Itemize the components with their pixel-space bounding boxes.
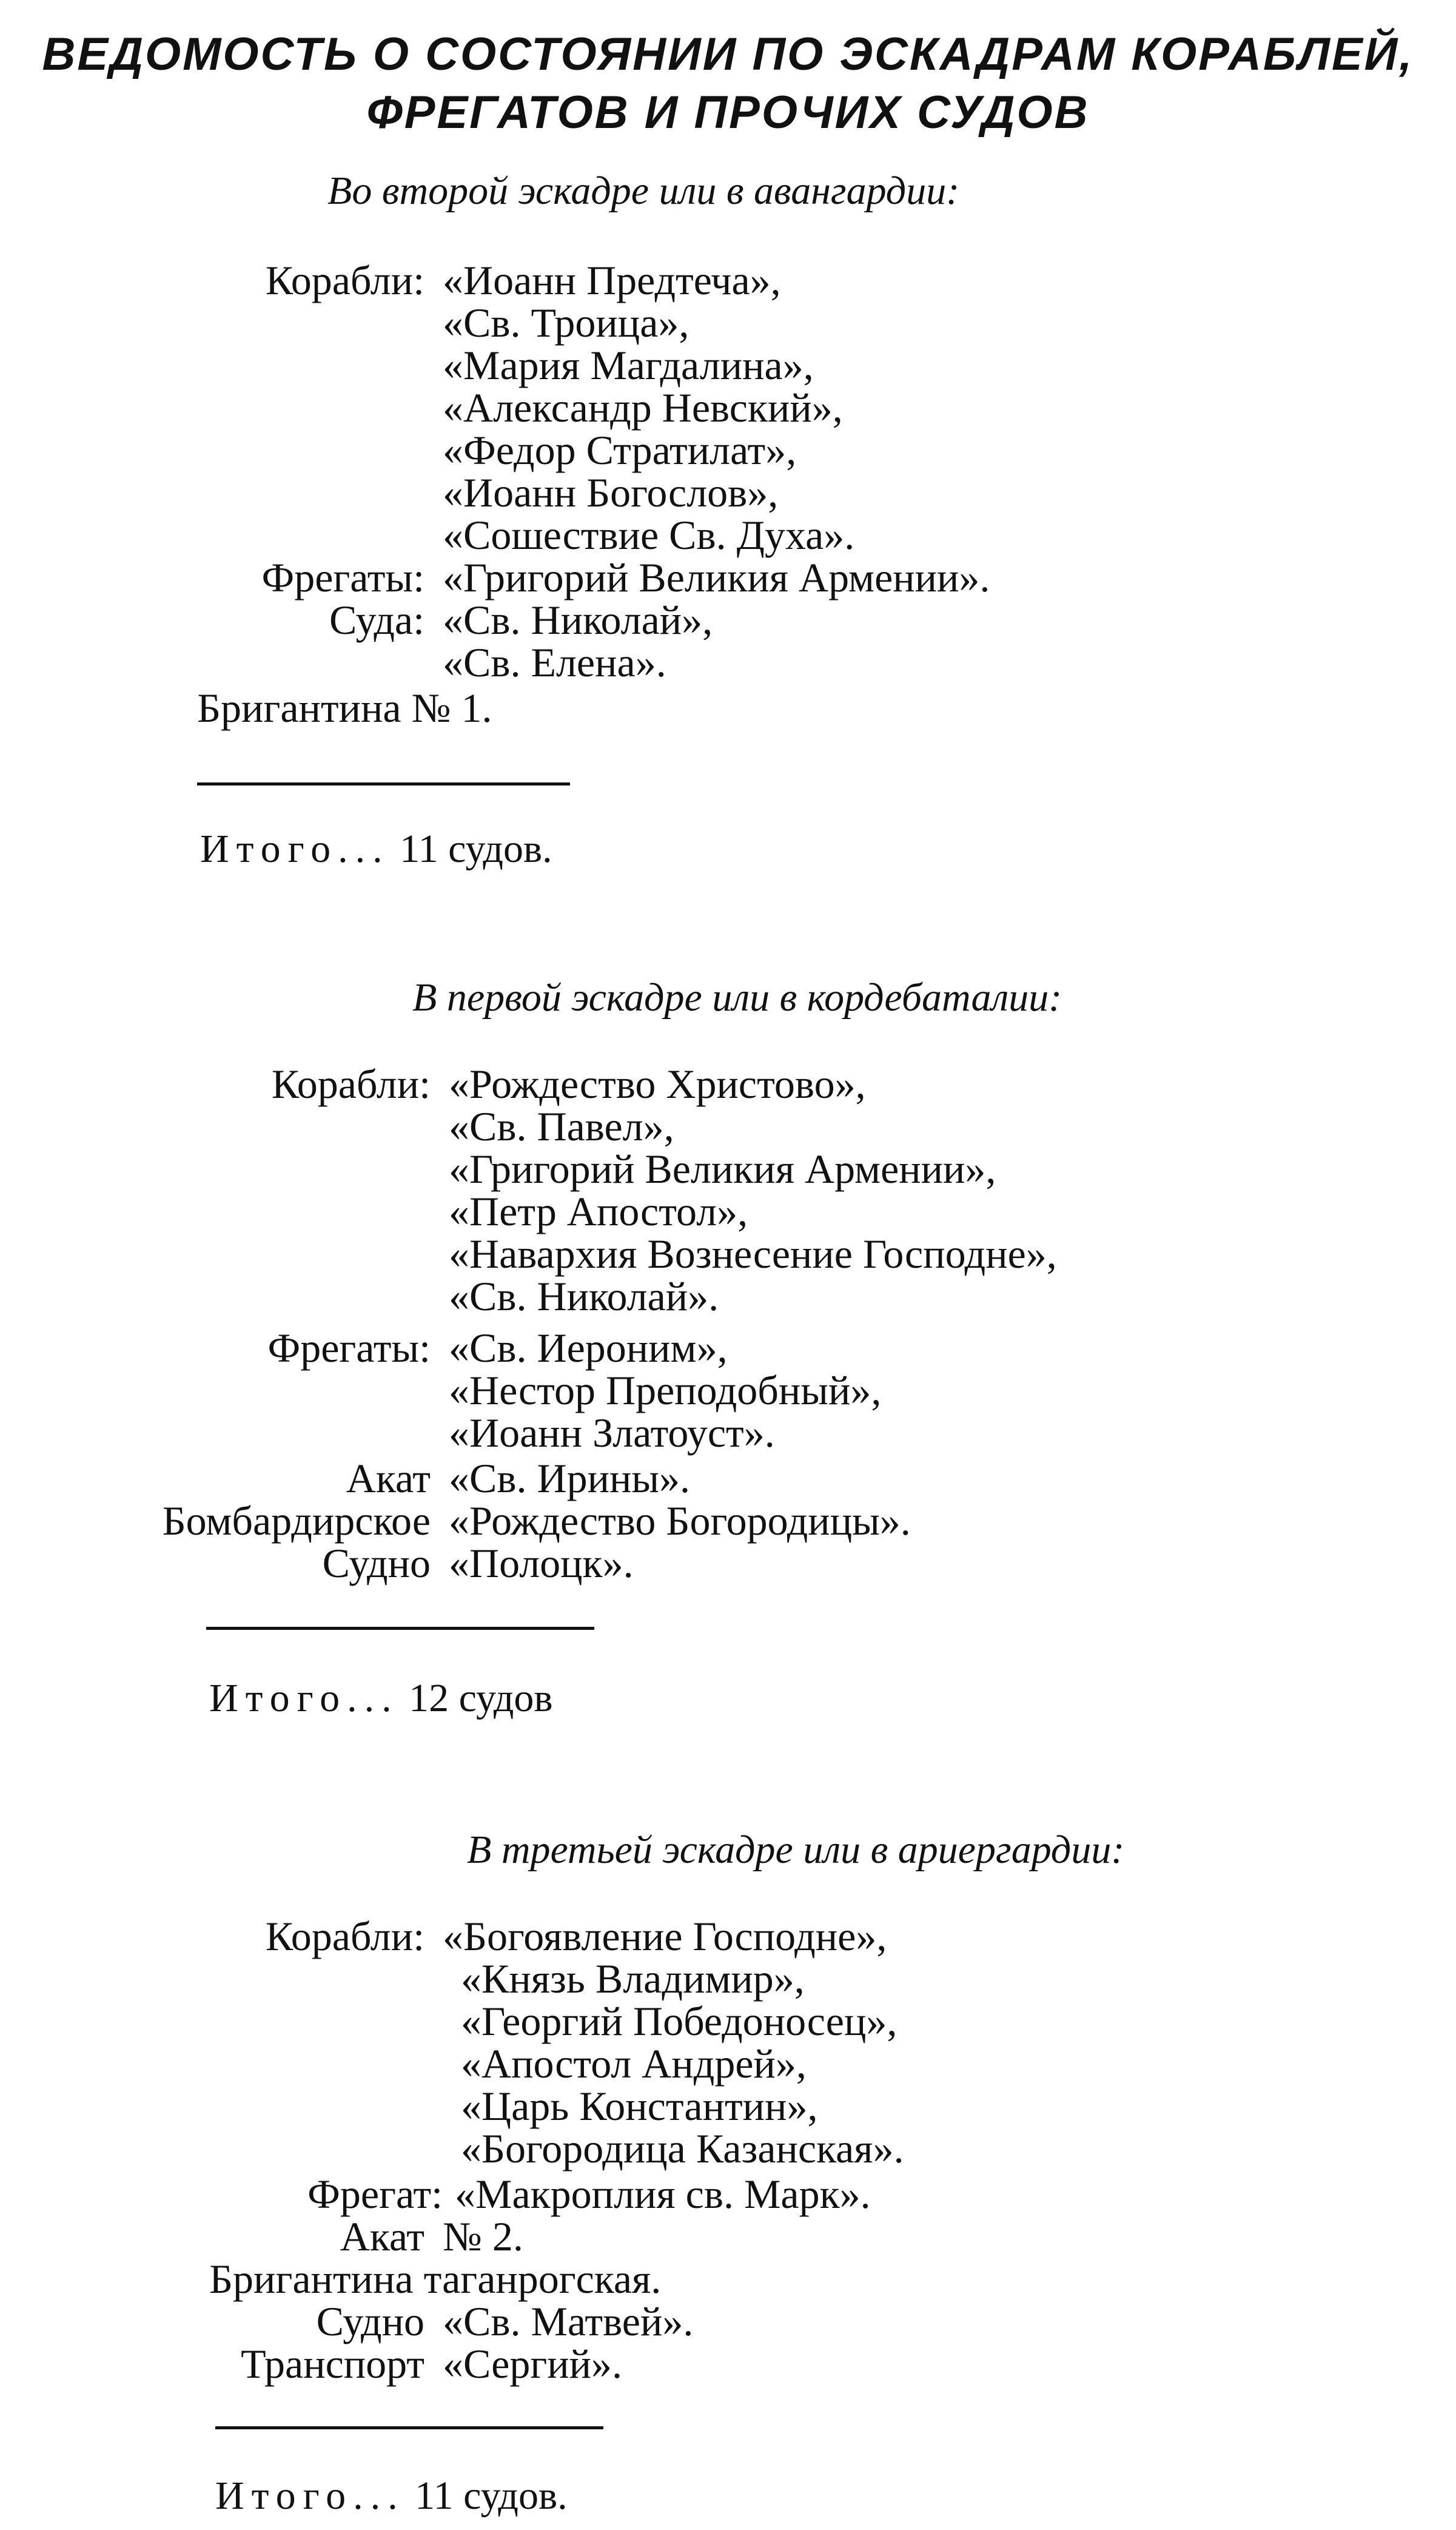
ship-item: «Григорий Великия Армении», (449, 1146, 996, 1192)
brigantine-item: Бригантина № 1. (197, 685, 492, 731)
entry-label-frigate: Фрегат: (307, 2171, 443, 2217)
bombardier-item: «Рождество Богородицы». (449, 1498, 911, 1544)
section-heading-battle-line: В первой эскадре или в кордебаталии: (412, 975, 1062, 1020)
ship-item: «Федор Стратилат», (443, 427, 797, 473)
entry-label-vessel: Судно (316, 2298, 424, 2344)
vessel-item: «Полоцк». (449, 1540, 634, 1586)
ship-item: «Навархия Вознесение Господне», (449, 1231, 1057, 1277)
entry-label-frigates: Фрегаты: (261, 554, 424, 601)
ship-item: «Князь Владимир», (461, 1956, 805, 2002)
frigate-item: «Иоанн Златоуст». (449, 1410, 775, 1456)
entry-label-akat: Акат (340, 2213, 424, 2259)
entry-label-bombardier: Бомбардирское (162, 1498, 431, 1544)
ship-item: «Мария Магдалина», (443, 342, 814, 388)
title-line-2: ФРЕГАТОВ И ПРОЧИХ СУДОВ (366, 87, 1090, 138)
entry-label-ships: Корабли: (265, 257, 424, 303)
section-total: Итого... 11 судов. (200, 827, 552, 871)
entry-label-akat: Акат (346, 1455, 431, 1501)
ship-item: «Рождество Христово», (449, 1061, 866, 1107)
frigate-item: «Григорий Великия Армении». (443, 554, 990, 601)
section-divider (197, 782, 570, 786)
section-total: Итого... 11 судов. (215, 2474, 568, 2518)
ship-item: «Сошествие Св. Духа». (443, 512, 855, 558)
entry-label-frigates: Фрегаты: (267, 1325, 431, 1371)
ship-item: «Св. Николай». (449, 1273, 719, 1319)
section-total: Итого... 12 судов (209, 1676, 553, 1720)
section-heading-vanguard: Во второй эскадре или в авангардии: (327, 169, 960, 213)
ship-item: «Иоанн Предтеча», (443, 257, 781, 303)
section-divider (215, 2426, 603, 2429)
ship-item: «Св. Троица», (443, 300, 689, 346)
frigate-item: «Св. Иероним», (449, 1325, 728, 1371)
entry-label-ships: Корабли: (271, 1061, 431, 1107)
section-divider (206, 1627, 594, 1630)
vessel-item: «Св. Матвей». (443, 2298, 694, 2344)
ship-item: «Богородица Казанская». (461, 2125, 904, 2172)
ship-item: «Царь Константин», (461, 2083, 818, 2129)
section-heading-rearguard: В третьей эскадре или в ариергардии: (467, 1828, 1125, 1872)
brigantine-item: Бригантина таганрогская. (209, 2256, 662, 2302)
ship-item: «Петр Апостол», (449, 1188, 748, 1234)
entry-label-vessels: Суда: (329, 597, 424, 643)
title-line-1: ВЕДОМОСТЬ О СОСТОЯНИИ ПО ЭСКАДРАМ КОРАБЛЕЙ, (42, 29, 1414, 80)
ship-item: «Св. Павел», (449, 1103, 674, 1149)
ship-item: «Иоанн Богослов», (443, 469, 779, 516)
akat-item: «Св. Ирины». (449, 1455, 691, 1501)
ship-item: «Апостол Андрей», (461, 2040, 807, 2087)
vessel-item: «Св. Николай», (443, 597, 713, 643)
ship-item: «Александр Невский», (443, 385, 843, 431)
frigate-item: «Макроплия св. Марк». (455, 2171, 871, 2217)
frigate-item: «Нестор Преподобный», (449, 1367, 882, 1413)
ship-item: «Богоявление Господне», (443, 1913, 887, 1959)
transport-item: «Сергий». (443, 2341, 623, 2387)
ship-item: «Георгий Победоносец», (461, 1998, 897, 2044)
entry-label-transport: Транспорт (241, 2341, 424, 2387)
akat-item: № 2. (443, 2213, 523, 2259)
entry-label-vessel: Судно (322, 1540, 431, 1586)
vessel-item: «Св. Елена». (443, 639, 666, 685)
document-title (0, 25, 1456, 142)
entry-label-ships: Корабли: (265, 1913, 424, 1959)
